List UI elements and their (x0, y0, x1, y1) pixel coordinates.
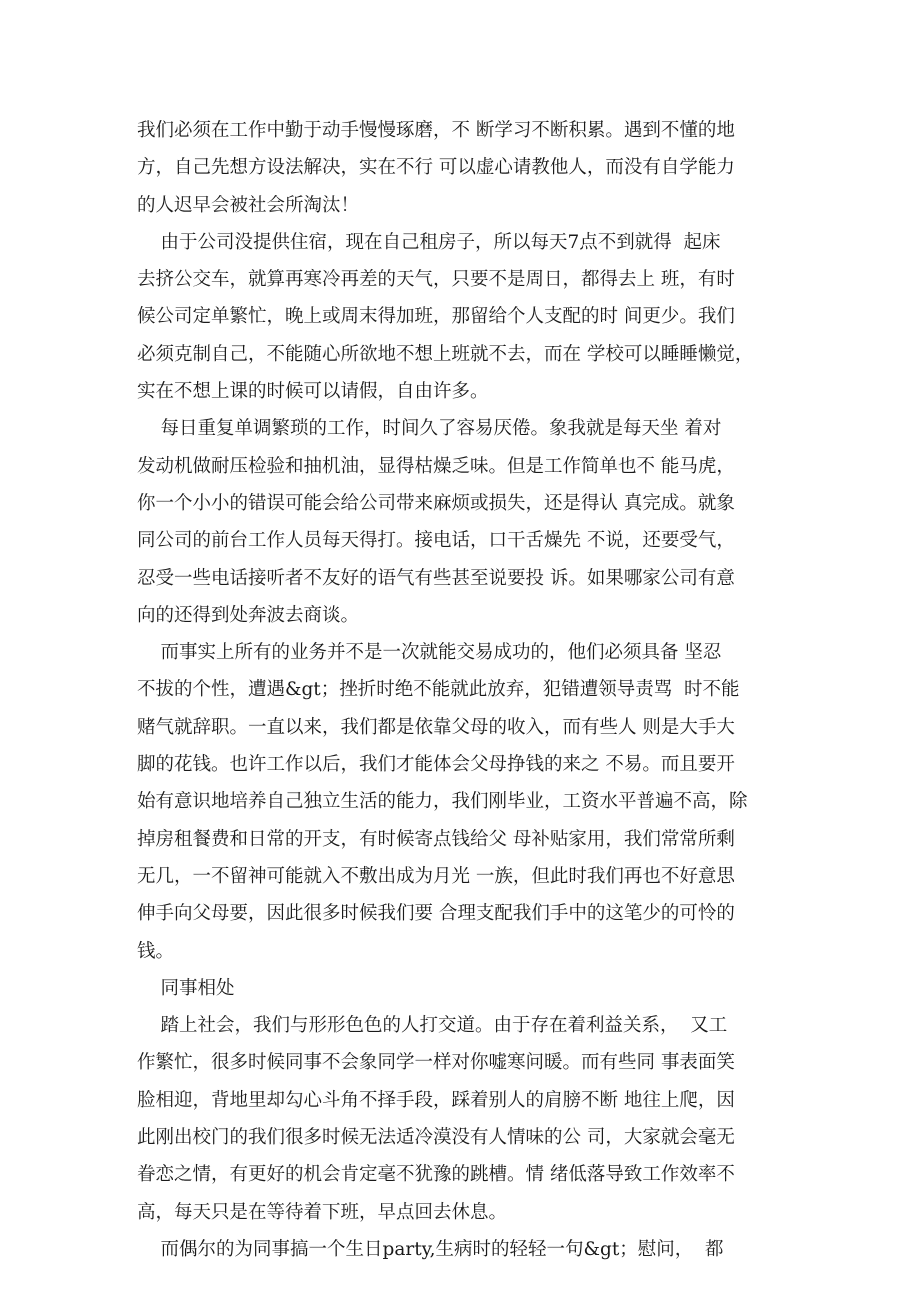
text-line: 同公司的前台工作人员每天得打。接电话，口干舌燥先 不说，还要受气， (137, 530, 735, 552)
text-line: 眷恋之情，有更好的机会肯定毫不犹豫的跳槽。情 绪低落导致工作效率不 (137, 1164, 735, 1186)
text-line: 此刚出校门的我们很多时候无法适冷漠没有人情味的公 司，大家就会毫无 (137, 1127, 735, 1149)
text-line: 不拔的个性，遭遇&gt；挫折时绝不能就此放弃，犯错遭领导责骂 时不能 (137, 679, 740, 701)
text-line: 我们必须在工作中勤于动手慢慢琢磨，不 断学习不断积累。遇到不懂的地 (137, 120, 735, 141)
text-line: 踏上社会，我们与形形色色的人打交道。由于存在着利益关系， 又工 (137, 1015, 728, 1037)
text-line: 你一个小小的错误可能会给公司带来麻烦或损失，还是得认 真完成。就象 (137, 492, 735, 514)
text-line: 去挤公交车，就算再寒冷再差的天气，只要不是周日，都得去上 班，有时 (137, 269, 735, 291)
text-line: 始有意识地培养自己独立生活的能力，我们刚毕业，工资水平普遍不高，除 (137, 791, 748, 813)
text-line: 钱。 (137, 940, 175, 962)
text-line: 由于公司没提供住宿，现在自己租房子，所以每天7点不到就得 起床 (137, 231, 721, 253)
text-line: 忍受一些电话接听者不友好的语气有些甚至说要投 诉。如果哪家公司有意 (137, 567, 735, 589)
text-line: 实在不想上课的时候可以请假，自由许多。 (137, 381, 489, 403)
text-line: 作繁忙，很多时候同事不会象同学一样对你嘘寒问暖。而有些同 事表面笑 (137, 1052, 735, 1074)
document-body (137, 112, 797, 1268)
section-heading: 同事相处 (137, 977, 235, 999)
text-line: 脚的花钱。也许工作以后，我们才能体会父母挣钱的来之 不易。而且要开 (137, 754, 735, 776)
text-line: 伸手向父母要，因此很多时候我们要 合理支配我们手中的这笔少的可怜的 (137, 903, 735, 925)
text-line: 发动机做耐压检验和抽机油，显得枯燥乏味。但是工作简单也不 能马虎， (137, 455, 735, 477)
text-line: 高，每天只是在等待着下班，早点回去休息。 (137, 1201, 508, 1223)
text-line: 而事实上所有的业务并不是一次就能交易成功的，他们必须具备 坚忍 (137, 642, 722, 664)
text-line: 赌气就辞职。一直以来，我们都是依靠父母的收入，而有些人 则是大手大 (137, 716, 735, 738)
text-line: 的人迟早会被社会所淘汰！ (137, 194, 360, 216)
text-line: 无几，一不留神可能就入不敷出成为月光 一族，但此时我们再也不好意思 (137, 865, 735, 887)
text-line: 向的还得到处奔波去商谈。 (137, 604, 360, 626)
text-line: 每日重复单调繁琐的工作，时间久了容易厌倦。象我就是每天坐 着对 (137, 418, 722, 440)
text-line: 方，自己先想方设法解决，实在不行 可以虚心请教他人，而没有自学能力 (137, 157, 735, 179)
text-line: 脸相迎，背地里却勾心斗角不择手段，踩着别人的肩膀不断 地往上爬，因 (137, 1089, 735, 1111)
text-line: 掉房租餐费和日常的开支，有时候寄点钱给父 母补贴家用，我们常常所剩 (137, 828, 735, 850)
text-line: 候公司定单繁忙，晚上或周末得加班，那留给个人支配的时 间更少。我们 (137, 306, 735, 328)
text-line: 必须克制自己，不能随心所欲地不想上班就不去，而在 学校可以睡睡懒觉， (137, 343, 754, 365)
text-line: 而偶尔的为同事搞一个生日party,生病时的轻轻一句&gt；慰问， 都 (137, 1238, 724, 1260)
